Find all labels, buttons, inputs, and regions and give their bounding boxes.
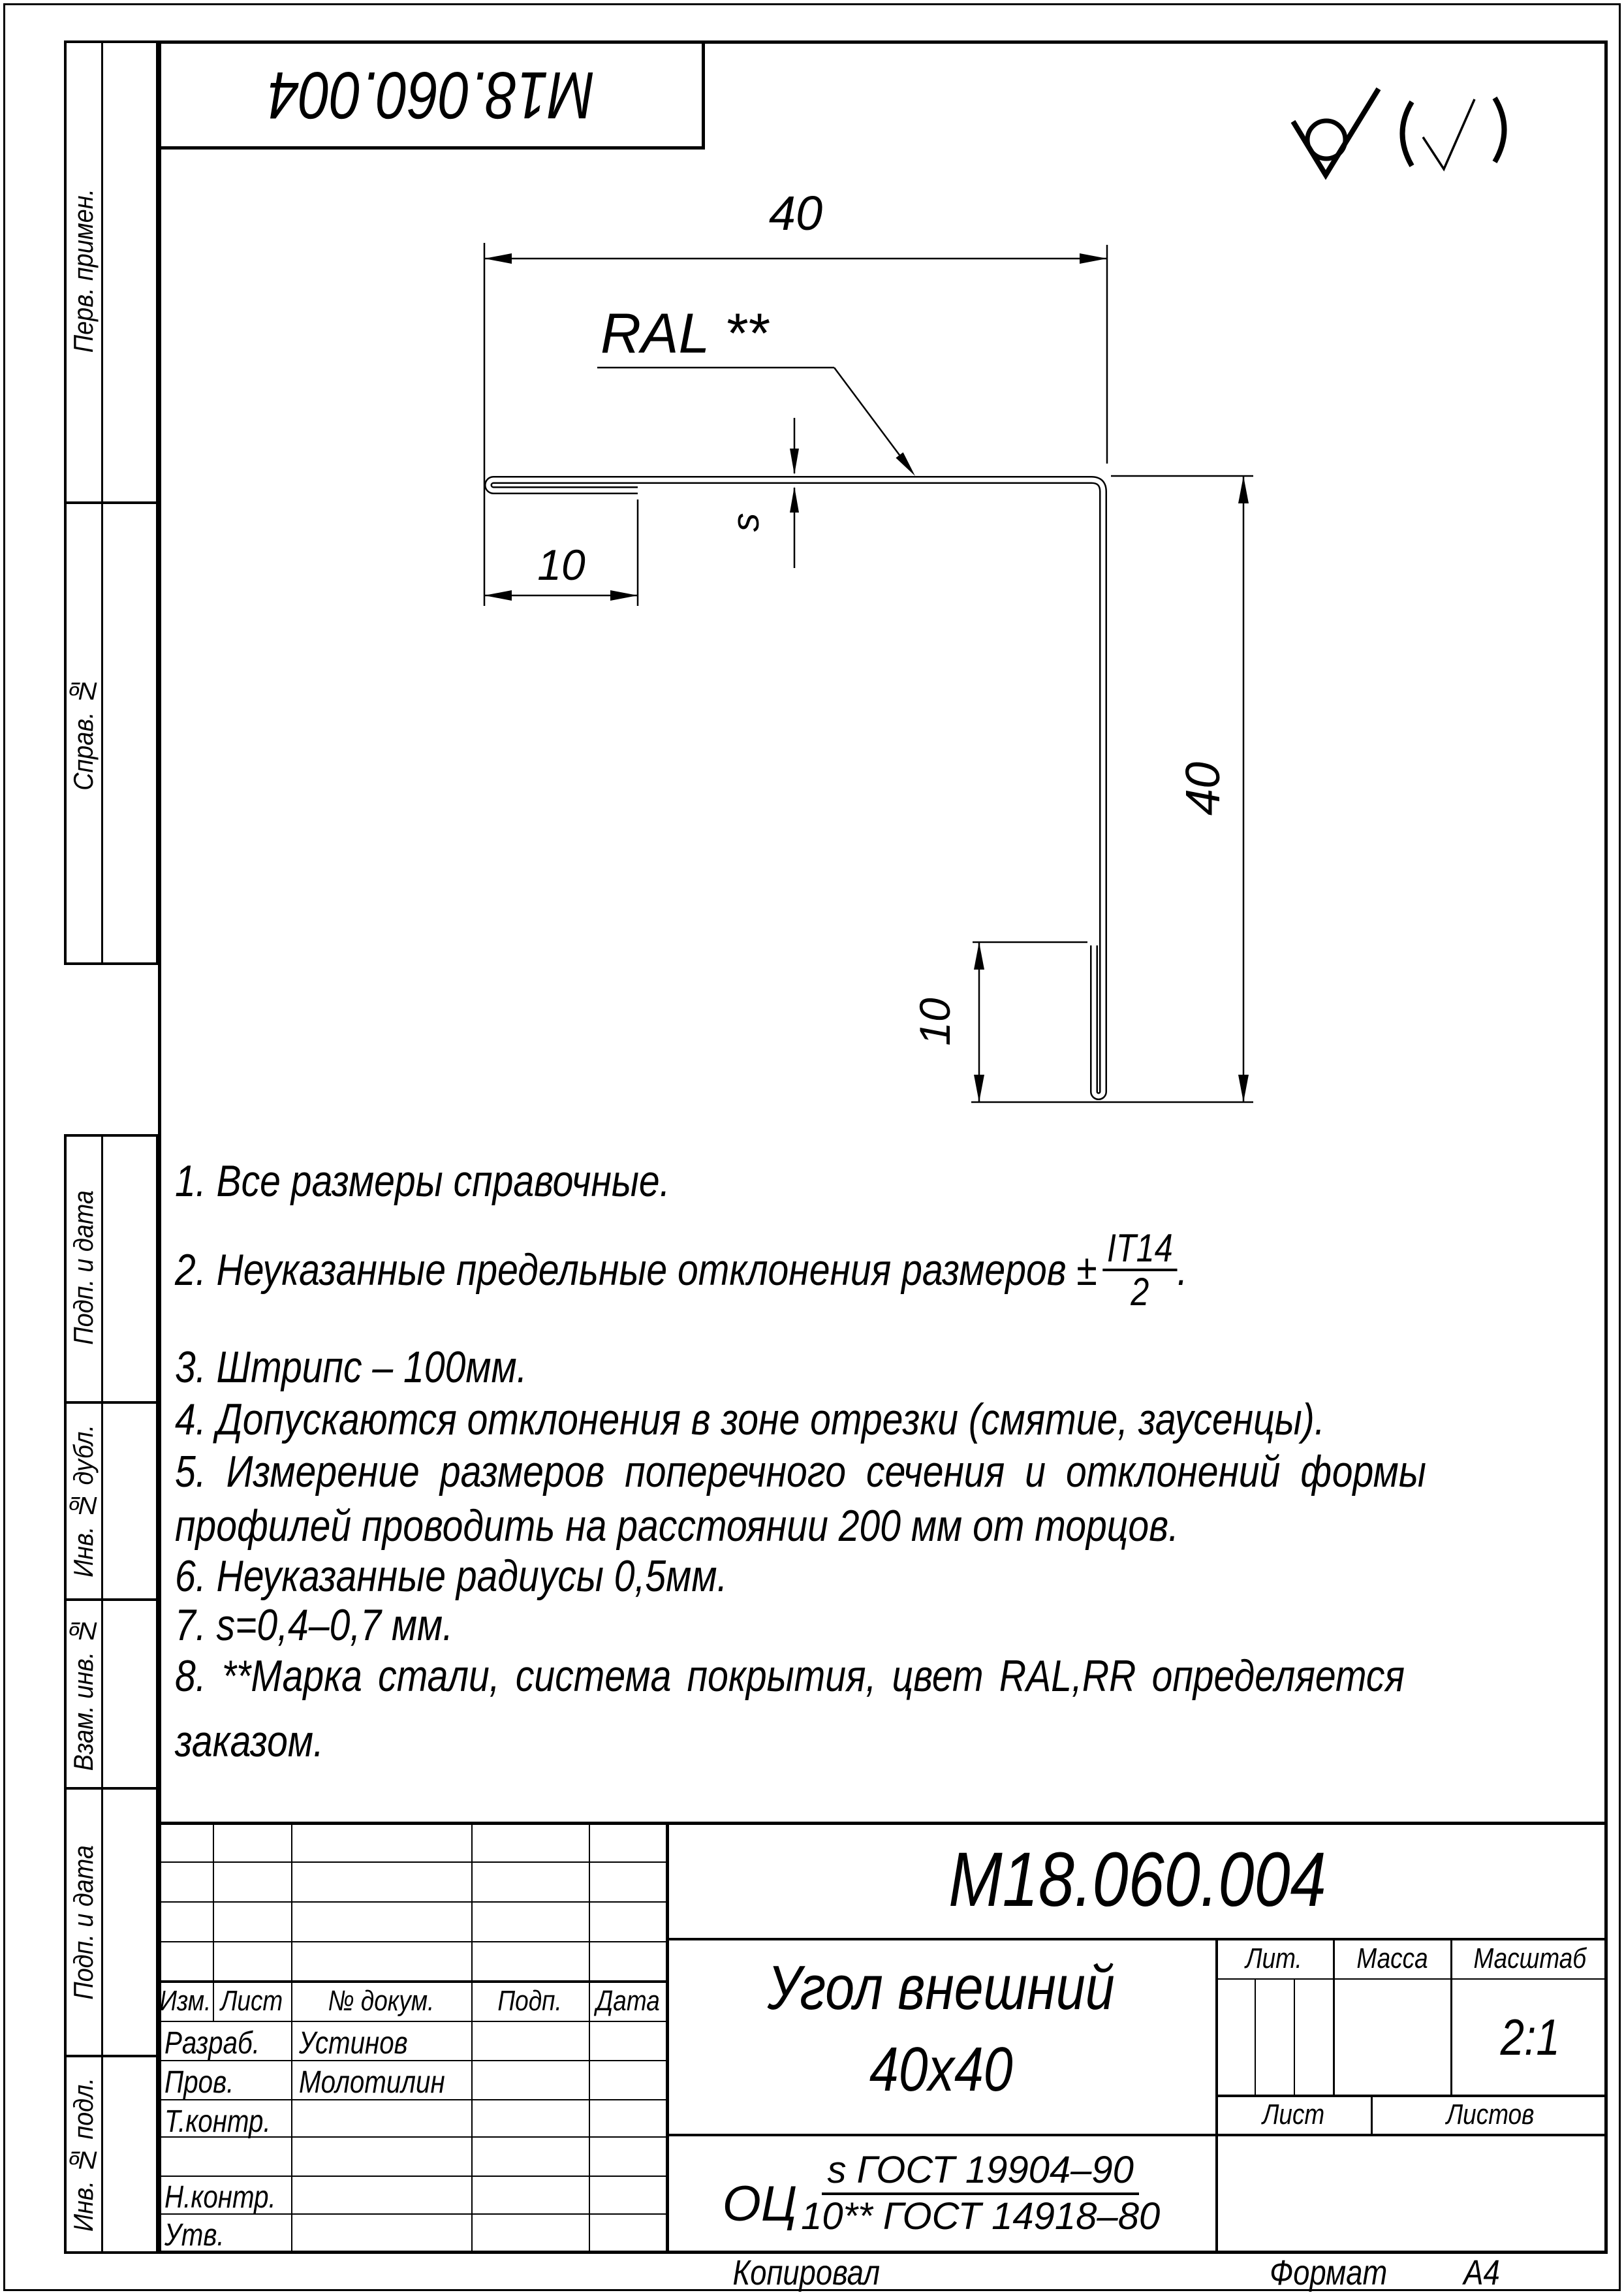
utv-label-text: Утв. [164,2218,225,2253]
scale-value-text: 2:1 [1500,2008,1560,2066]
arrow [790,486,799,513]
note-3: 3. Штрипс – 100мм. [175,1342,527,1392]
arrow [484,253,512,264]
titleblock-doc-number [667,1822,1608,1938]
roughness-symbols [1293,89,1505,175]
footer-format-value-text: А4 [1463,2253,1500,2292]
row-razrab-value [299,2025,428,2061]
dim-text-right-40: 40 [1176,761,1230,816]
header-massa-text: Масса [1356,1942,1429,1974]
header-lit [1215,1939,1333,1978]
part-name-line-1 [667,1949,1215,2027]
arrow [1238,1075,1249,1102]
arrow [974,942,984,970]
arrow-leader [896,452,915,476]
paren-close-icon [1495,98,1505,162]
note-2-fraction [1102,1227,1177,1312]
razrab-label-text: Разраб. [164,2026,260,2061]
sidebar-label: Перв. примен. [67,189,99,353]
coating-label: RAL ** [601,302,768,365]
part-size-text: 40х40 [869,2034,1013,2104]
material-cell [667,2136,1215,2251]
dimension-lines [484,243,1253,1102]
sidebar-item-perv-primen [64,40,102,501]
col-podp-text: Подп. [497,1985,563,2017]
row-prov-value [299,2065,473,2100]
fraction-numerator: IT14 [1102,1227,1177,1271]
sidebar-label: Взам. инв. № [67,1617,99,1771]
header-listov [1373,2096,1608,2134]
grid-line [1294,1980,1295,2096]
col-izm-text: Изм. [159,1985,211,2017]
dim-text-top-40: 40 [768,186,823,240]
razrab-value-text: Устинов [299,2026,408,2061]
scale-value-cell [1452,1980,1608,2095]
prov-label-text: Пров. [164,2065,234,2100]
row-utv-label [164,2217,236,2253]
sidebar-item-podp-data-2 [64,1790,102,2055]
arrow [1238,476,1249,503]
sidebar-item-inv-dubl [64,1404,102,1598]
header-listov-text: Листов [1446,2098,1535,2130]
grid-line [158,1861,667,1863]
row-prov-label [164,2065,247,2100]
grid-line [158,2176,667,2177]
paren-open-icon [1403,102,1413,166]
nkontr-label-text: Н.контр. [164,2180,276,2215]
grid-line [471,1822,473,2254]
arrow [484,590,512,601]
header-masshtab-text: Масштаб [1473,1942,1587,1974]
arrow [610,590,638,601]
note-1: 1. Все размеры справочные. [175,1156,670,1206]
grid-line [158,1901,667,1903]
sidebar-label: Инв. № подл. [67,2078,99,2232]
col-izm [158,1982,213,2021]
header-list-text: Лист [1262,2098,1325,2130]
col-list-text: Лист [221,1985,283,2017]
header-list [1215,2096,1372,2134]
sidebar-label: Справ. № [67,677,99,791]
dimension-arrows [484,253,1249,1102]
note-8-line-1: 8. **Марка стали, система покрытия, цвет RAL,RR определяется [175,1651,1405,1701]
header-lit-text: Лит. [1245,1942,1303,1974]
col-data [589,1982,667,2021]
grid-line [1255,1980,1256,2096]
note-5-line-2: профилей проводить на расстоянии 200 мм от торцов. [175,1501,1179,1551]
col-dokum-text: № докум. [328,1985,435,2017]
fraction-denominator: 2 [1131,1270,1149,1314]
sidebar-item-sprav-no [64,504,102,964]
note-7: 7. s=0,4–0,7 мм. [175,1600,454,1650]
drawing-view [359,65,1534,1143]
note-8-line-2: заказом. [175,1717,324,1766]
material-numerator: s ГОСТ 19904–90 [822,2149,1138,2195]
footer-format-value [1429,2253,1534,2292]
row-razrab-label [164,2025,278,2061]
no-machining-circle [1307,121,1345,159]
note-2-period: . [1177,1245,1188,1295]
grid-line [158,2021,667,2022]
header-massa [1335,1939,1450,1978]
dim-text-bottom-10: 10 [911,998,959,1046]
note-4: 4. Допускаются отклонения в зоне отрезки (смятие, заусенцы). [175,1395,1325,1444]
note-5-line-1: 5. Измерение размеров поперечного сечения и отклонений формы [175,1447,1426,1496]
footer-copied [653,2253,960,2292]
footer-format-label-text: Формат [1269,2253,1388,2292]
note-6: 6. Неуказанные радиусы 0,5мм. [175,1551,728,1601]
col-data-text: Дата [596,1985,660,2017]
no-machining-mark [1293,89,1379,175]
material-denominator: 10** ГОСТ 14918–80 [801,2195,1161,2238]
note-2 [175,1227,1187,1312]
col-list [213,1982,291,2021]
other-surfaces-check-icon [1423,99,1475,169]
sidebar-item-podp-data-1 [64,1134,102,1401]
col-dokum [291,1982,471,2021]
sidebar-item-vzam-inv [64,1601,102,1787]
sidebar-label: Подп. и дата [67,1190,99,1345]
material-prefix: ОЦ [722,2176,798,2232]
tkontr-label-text: Т.контр. [164,2104,271,2139]
row-nkontr-label [164,2179,297,2215]
part-name-line-2 [667,2031,1215,2109]
header-masshtab [1452,1939,1608,1978]
thickness-label: s [725,513,767,532]
prov-value-text: Молотилин [299,2065,445,2100]
top-stamp-doc-number: М18.060.004 [268,58,595,133]
dim-text-left-10: 10 [537,541,586,589]
sidebar-label: Подп. и дата [67,1844,99,2000]
doc-number-text: М18.060.004 [948,1837,1326,1923]
sidebar-label: Инв. № дубл. [67,1425,99,1577]
row-tkontr-label [164,2104,291,2140]
sidebar-item-inv-podl [64,2057,102,2253]
part-name-text: Угол внешний [768,1953,1115,2023]
arrow [1080,253,1107,264]
material-fraction [801,2149,1160,2238]
grid-line [589,1822,590,2254]
arrow [974,1075,984,1102]
grid-line [158,1941,667,1942]
note-2-text: 2. Неуказанные предельные отклонения размеров ± [175,1245,1097,1295]
arrow [790,449,799,475]
col-podp [471,1982,589,2021]
footer-copied-text: Копировал [732,2253,880,2292]
footer-format-label [1240,2253,1416,2292]
